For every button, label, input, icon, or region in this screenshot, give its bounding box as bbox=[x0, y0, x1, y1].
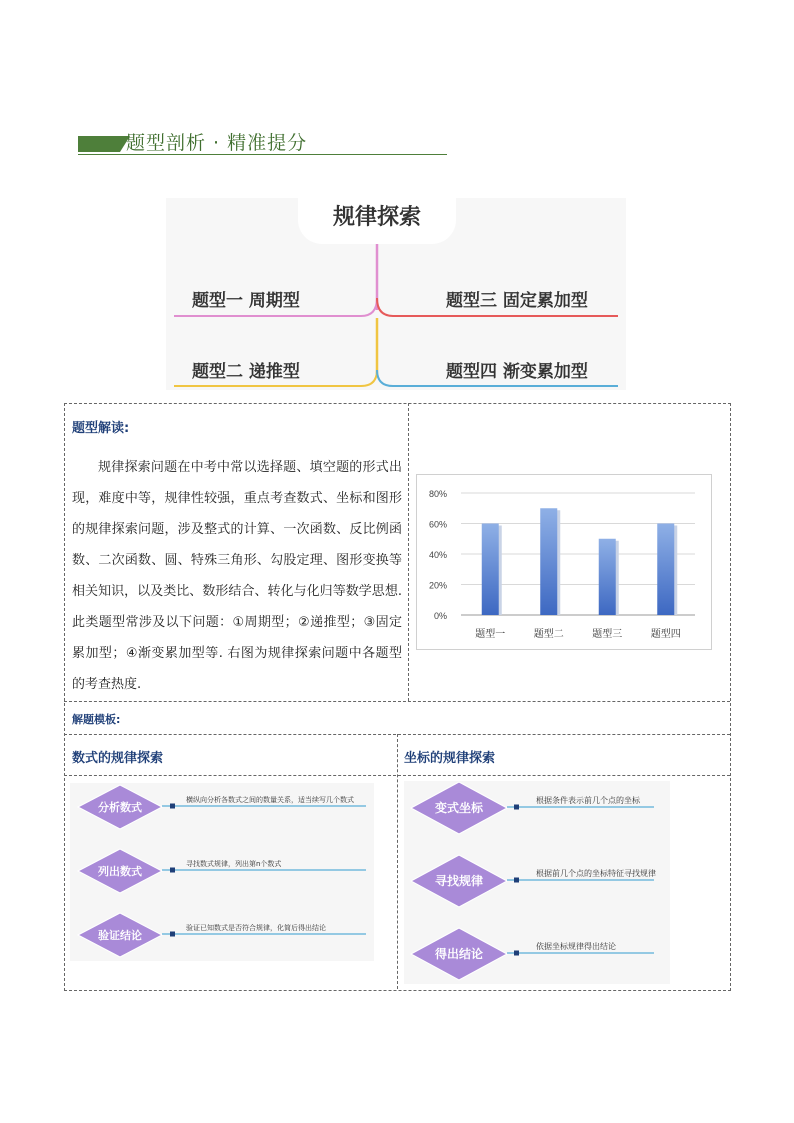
flow-step-description: 根据条件表示前几个点的坐标 bbox=[536, 796, 640, 805]
flow-step-label: 变式坐标 bbox=[434, 801, 484, 815]
chart-x-tick-label: 题型三 bbox=[592, 629, 623, 640]
flow-connector-marker bbox=[514, 951, 519, 956]
flow-step-label: 列出数式 bbox=[98, 865, 142, 878]
flow-connector-marker bbox=[170, 932, 175, 937]
table-row-line-1 bbox=[64, 701, 730, 702]
chart-bar bbox=[599, 539, 616, 615]
chart-bar bbox=[482, 524, 499, 616]
left-flow bbox=[70, 783, 374, 961]
mindmap-branch-3: 题型三 固定累加型 bbox=[446, 291, 588, 311]
right-flow bbox=[404, 781, 670, 984]
right-template-title: 坐标的规律探索 bbox=[404, 751, 496, 766]
mindmap-branch-4: 题型四 渐变累加型 bbox=[446, 362, 588, 382]
flow-connector-marker bbox=[514, 878, 519, 883]
chart-y-tick-label: 0% bbox=[433, 611, 447, 621]
flow-step-label: 得出结论 bbox=[434, 947, 484, 961]
mindmap-branch-1: 题型一 周期型 bbox=[192, 291, 300, 311]
mindmap-branch-2: 题型二 递推型 bbox=[192, 362, 300, 382]
chart-x-tick-label: 题型一 bbox=[475, 629, 506, 640]
chart-y-tick-label: 60% bbox=[428, 519, 447, 530]
table-divider-bottom bbox=[397, 734, 398, 989]
table-divider-top bbox=[408, 403, 409, 701]
right-flow-svg bbox=[404, 781, 670, 984]
flow-step-label: 寻找规律 bbox=[434, 874, 484, 888]
section-header-bar bbox=[78, 136, 120, 152]
section-underline bbox=[78, 154, 447, 155]
chart-svg bbox=[417, 475, 711, 649]
chart-bar bbox=[657, 524, 674, 616]
flow-step-label: 验证结论 bbox=[98, 929, 142, 942]
chart-bar bbox=[540, 508, 557, 615]
flow-step-label: 分析数式 bbox=[98, 801, 142, 814]
chart-y-tick-label: 20% bbox=[428, 580, 447, 591]
left-flow-svg bbox=[70, 783, 374, 961]
analysis-text: 规律探索问题在中考中常以选择题、填空题的形式出现，难度中等，规律性较强，重点考查数式、坐标和图形的规律探索问题，涉及整式的计算、一次函数、反比例函数、二次函数、圆、特殊三角形、勾股定理、图形变换等相关知识，以及类比、数形结合、转化与化归等数学思想. 此类题型常涉及以下问题：①周期型；②递推型；③固定累加型；④渐变累加型等. 右图为规律探索问题中各题型的考查热度. bbox=[72, 460, 402, 692]
chart-y-tick-label: 40% bbox=[428, 550, 447, 560]
analysis-paragraph bbox=[72, 452, 402, 700]
flow-step-description: 验证已知数式是否符合规律，化简后得出结论 bbox=[186, 924, 326, 932]
section-title: 题型剖析 · 精准提分 bbox=[126, 132, 308, 154]
chart-x-tick-label: 题型二 bbox=[533, 629, 564, 640]
chart-y-tick-label: 80% bbox=[428, 489, 447, 499]
flow-connector-marker bbox=[170, 868, 175, 873]
flow-connector-marker bbox=[514, 805, 519, 810]
chart-x-tick-label: 题型四 bbox=[650, 629, 681, 640]
analysis-heading: 题型解读: bbox=[72, 421, 130, 436]
mindmap-title: 规律探索 bbox=[332, 205, 421, 230]
flow-step-description: 根据前几个点的坐标特征寻找规律 bbox=[536, 869, 656, 878]
flow-connector-marker bbox=[170, 804, 175, 809]
flow-step-description: 依据坐标规律得出结论 bbox=[536, 942, 616, 951]
flow-step-description: 横纵向分析各数式之间的数量关系，适当续写几个数式 bbox=[186, 796, 354, 804]
flow-step-description: 寻找数式规律，列出第n个数式 bbox=[186, 860, 282, 868]
left-template-title: 数式的规律探索 bbox=[72, 751, 164, 766]
template-heading: 解题模板: bbox=[72, 713, 121, 726]
heat-chart bbox=[416, 474, 712, 650]
